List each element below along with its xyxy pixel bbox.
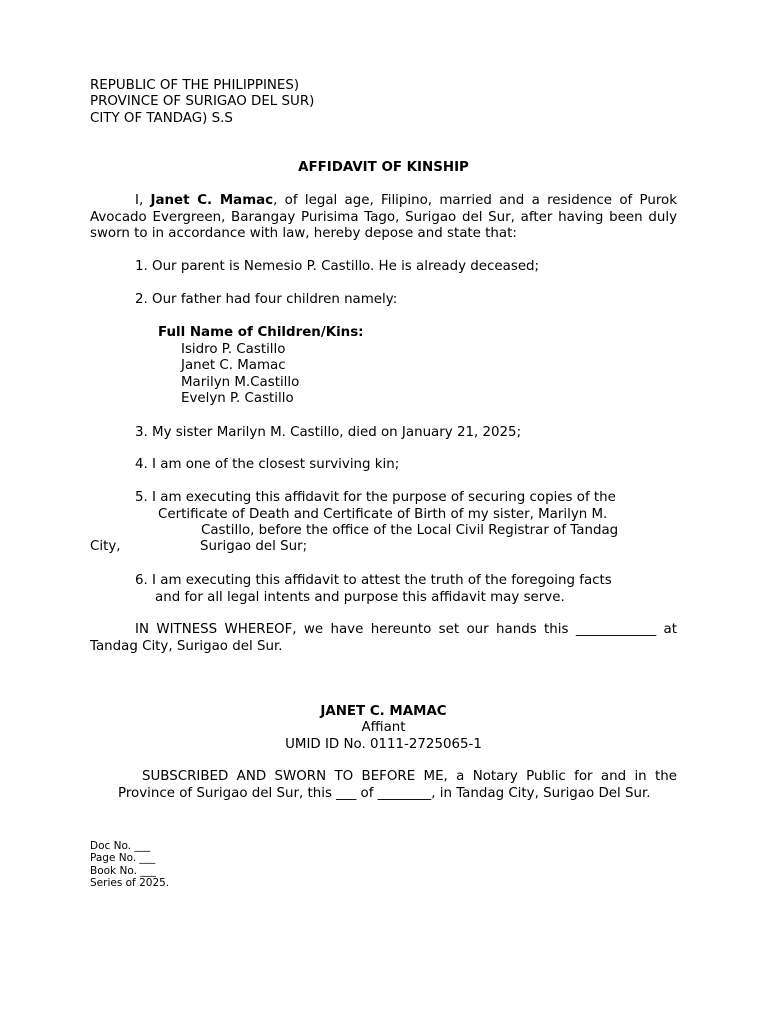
item-4: 4. I am one of the closest surviving kin;: [135, 457, 400, 472]
kin-name: Evelyn P. Castillo: [181, 391, 294, 406]
venue-republic: REPUBLIC OF THE PHILIPPINES): [90, 78, 300, 93]
doc-number: Doc No. ___: [90, 840, 151, 852]
item-2: 2. Our father had four children namely:: [135, 292, 398, 307]
affiant-role: Affiant: [361, 720, 406, 735]
page-number: Page No. ___: [90, 852, 156, 864]
item-5-line-1: 5. I am executing this affidavit for the purpose of securing copies of the: [135, 490, 616, 505]
series-year: Series of 2025.: [90, 877, 170, 889]
book-number: Book No. ___: [90, 865, 156, 877]
item-5-line-4a: City,: [90, 539, 121, 554]
intro-rest: , of legal age, Filipino, married and a residence of Purok Avocado Evergreen, Barangay Purisima Tago, Surigao del Sur, after having been duly sworn to in accordance with law, hereby depose and state that:: [90, 193, 678, 241]
intro-lead: I,: [135, 193, 151, 208]
venue-province: PROVINCE OF SURIGAO DEL SUR): [90, 94, 315, 109]
notary-jurat: SUBSCRIBED AND SWORN TO BEFORE ME, a Notary Public for and in the Province of Surigao del Sur, this ___ of ________, in Tandag City, Surigao Del Sur.: [118, 769, 677, 801]
affiant-name: JANET C. MAMAC: [320, 704, 447, 719]
affiant-id: UMID ID No. 0111-2725065-1: [285, 737, 482, 752]
affiant-name-inline: Janet C. Mamac: [150, 193, 274, 208]
item-1: 1. Our parent is Nemesio P. Castillo. He is already deceased;: [135, 259, 540, 274]
witness-paragraph: IN WITNESS WHEREOF, we have hereunto set our hands this ____________ at Tandag City, Surigao del Sur.: [90, 622, 677, 654]
intro-paragraph: [90, 193, 677, 243]
kins-heading: Full Name of Children/Kins:: [158, 325, 364, 340]
item-6-line-2: and for all legal intents and purpose this affidavit may serve.: [155, 590, 565, 605]
item-5-line-3: Castillo, before the office of the Local Civil Registrar of Tandag: [201, 523, 619, 538]
item-5-line-2: Certificate of Death and Certificate of Birth of my sister, Marilyn M.: [158, 507, 608, 522]
item-6-line-1: 6. I am executing this affidavit to attest the truth of the foregoing facts: [135, 573, 612, 588]
document-title: AFFIDAVIT OF KINSHIP: [298, 160, 469, 175]
kin-name: Isidro P. Castillo: [181, 342, 286, 357]
venue-city: CITY OF TANDAG) S.S: [90, 111, 233, 126]
kin-name: Marilyn M.Castillo: [181, 375, 300, 390]
item-3: 3. My sister Marilyn M. Castillo, died on January 21, 2025;: [135, 425, 522, 440]
kin-name: Janet C. Mamac: [181, 358, 286, 373]
item-5-line-4b: Surigao del Sur;: [200, 539, 308, 554]
